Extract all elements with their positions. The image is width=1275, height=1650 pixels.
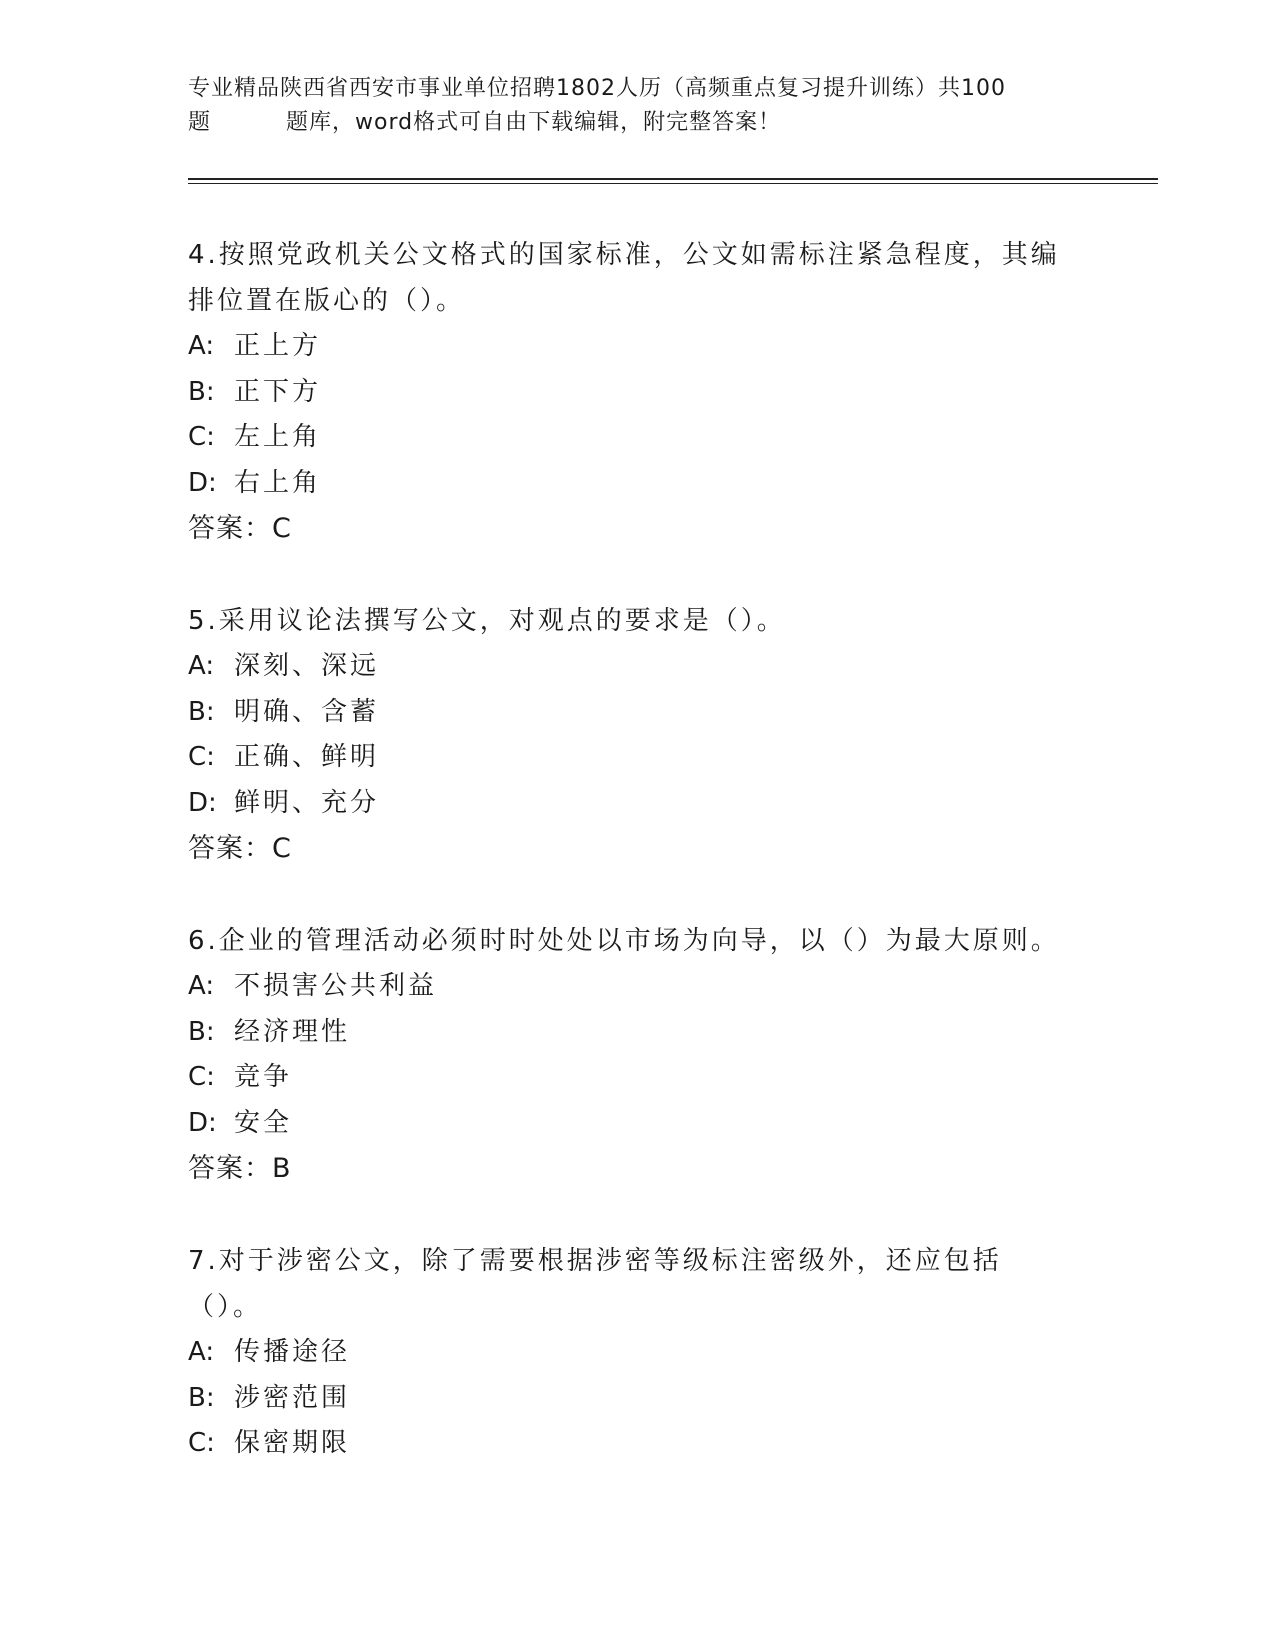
option-text: 不损害公共利益: [234, 971, 438, 1001]
option-d: [188, 1101, 1068, 1147]
option-text: 涉密范围: [234, 1382, 351, 1413]
option-c: [188, 1421, 1068, 1467]
option-a: [188, 324, 1068, 370]
option-text: 正确、鲜明: [234, 742, 380, 772]
answer-text: 答案：C: [188, 513, 292, 544]
option-letter: A:: [188, 651, 215, 681]
option-letter: C:: [188, 742, 215, 772]
question-item: [188, 232, 1068, 552]
option-b: [188, 690, 1068, 736]
option-text: 明确、含蓄: [234, 696, 380, 727]
header-title-line2-left: 题: [188, 110, 212, 135]
question-item: [188, 1238, 1068, 1467]
option-letter: B:: [188, 696, 215, 727]
question-text: 5.采用议论法撰写公文，对观点的要求是（）。: [188, 606, 786, 636]
header-title-line2: [188, 106, 1088, 140]
header-divider-thin: [188, 183, 1158, 184]
option-c: [188, 1055, 1068, 1101]
option-text: 深刻、深远: [234, 651, 380, 681]
option-b: [188, 1376, 1068, 1422]
question-list: [188, 232, 1068, 1513]
option-letter: C:: [188, 1062, 215, 1092]
option-text: 经济理性: [234, 1016, 351, 1047]
question-item: [188, 598, 1068, 872]
option-text: 安全: [234, 1107, 293, 1138]
option-letter: D:: [188, 787, 217, 818]
option-a: [188, 1330, 1068, 1376]
answer-text: 答案：C: [188, 833, 292, 864]
option-text: 右上角: [234, 467, 322, 498]
option-letter: D:: [188, 467, 217, 498]
answer-text: 答案：B: [188, 1153, 292, 1184]
option-letter: D:: [188, 1107, 217, 1138]
option-c: [188, 735, 1068, 781]
option-letter: A:: [188, 971, 215, 1001]
option-b: [188, 1010, 1068, 1056]
option-text: 左上角: [234, 422, 322, 452]
header-divider-thick: [188, 178, 1158, 180]
option-a: [188, 964, 1068, 1010]
question-text: 4.按照党政机关公文格式的国家标准，公文如需标注紧急程度，其编排位置在版心的（）。: [188, 240, 1060, 316]
option-text: 正下方: [234, 376, 322, 407]
document-header: [188, 72, 1088, 140]
option-letter: B:: [188, 1016, 215, 1047]
option-letter: B:: [188, 1382, 215, 1413]
question-item: [188, 918, 1068, 1192]
option-text: 正上方: [234, 331, 322, 361]
option-letter: A:: [188, 1337, 215, 1367]
option-letter: C:: [188, 1428, 215, 1458]
header-title-line1: 专业精品陕西省西安市事业单位招聘1802人历（高频重点复习提升训练）共100: [188, 76, 1006, 101]
question-text: 7.对于涉密公文，除了需要根据涉密等级标注密级外，还应包括（）。: [188, 1246, 1002, 1322]
option-letter: B:: [188, 376, 215, 407]
option-text: 竞争: [234, 1062, 293, 1092]
option-d: [188, 461, 1068, 507]
header-title-line2-right: 题库，word格式可自由下载编辑，附完整答案！: [286, 110, 782, 135]
option-c: [188, 415, 1068, 461]
option-b: [188, 370, 1068, 416]
option-text: 保密期限: [234, 1428, 351, 1458]
question-text: 6.企业的管理活动必须时时处处以市场为向导，以（）为最大原则。: [188, 926, 1060, 956]
option-a: [188, 644, 1068, 690]
option-letter: C:: [188, 422, 215, 452]
option-letter: A:: [188, 331, 215, 361]
option-d: [188, 781, 1068, 827]
option-text: 传播途径: [234, 1337, 351, 1367]
option-text: 鲜明、充分: [234, 787, 380, 818]
